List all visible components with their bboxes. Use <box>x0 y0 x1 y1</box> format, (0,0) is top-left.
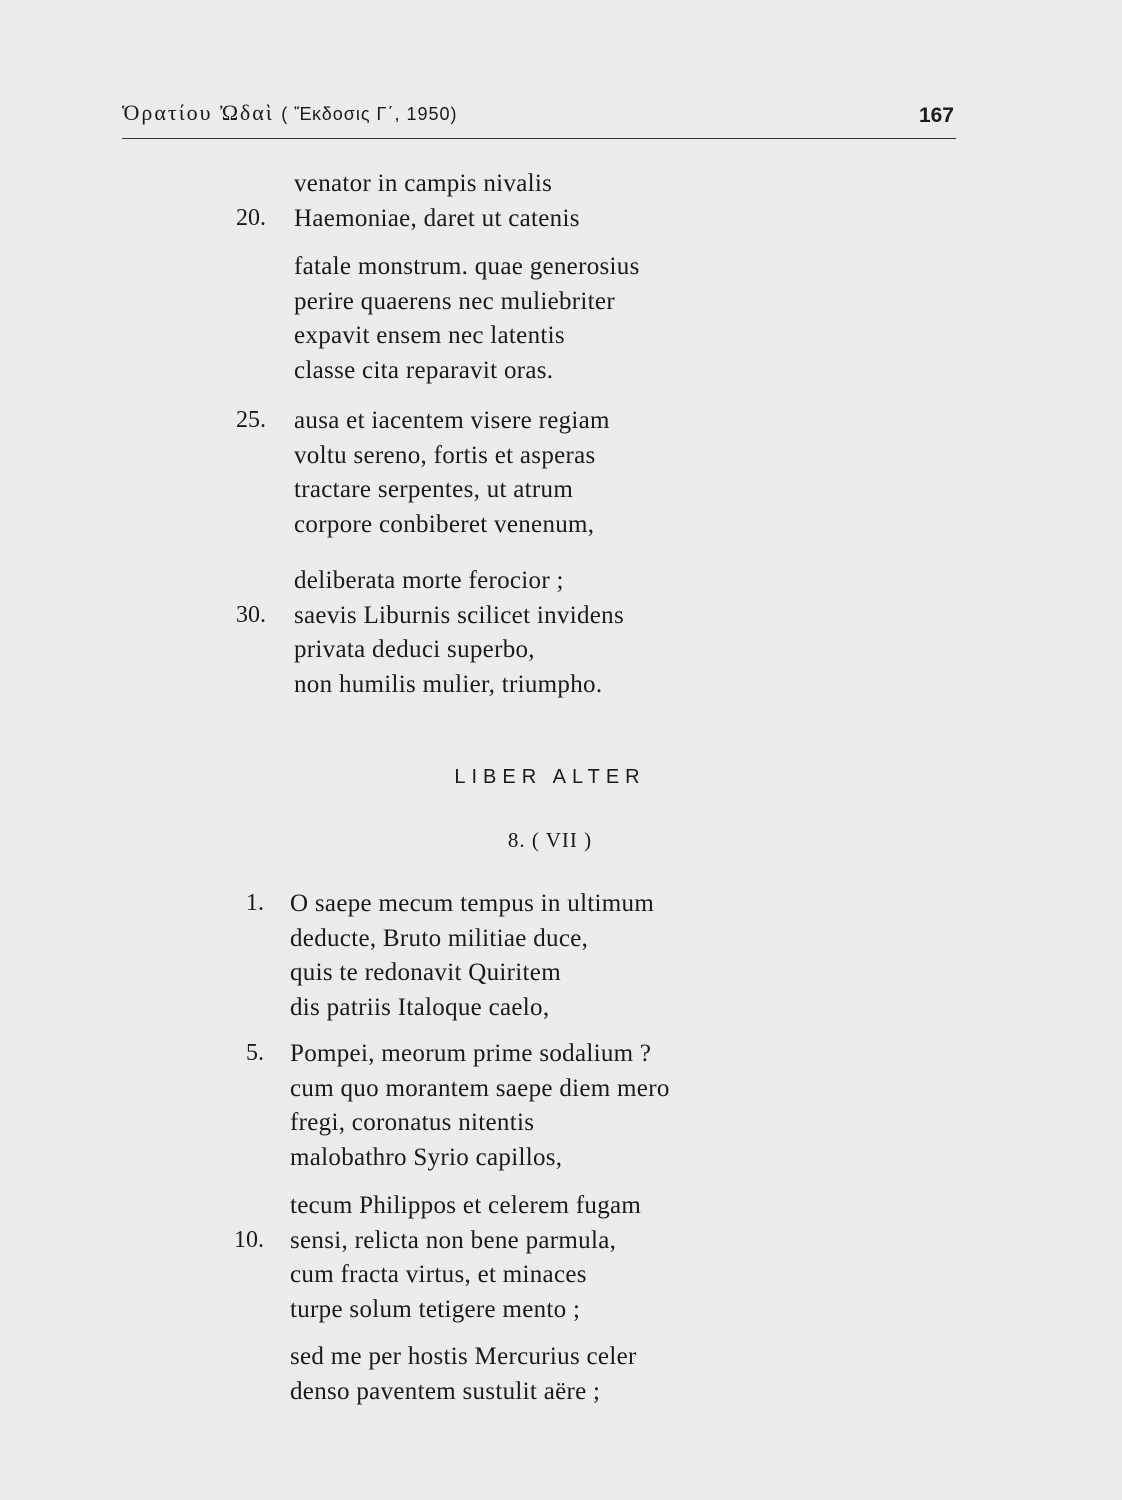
verse-line: Pompei, meorum prime sodalium ? <box>290 1040 652 1067</box>
verse-line: saevis Liburnis scilicet invidens <box>294 601 624 629</box>
verse-line: tractare serpentes, ut atrum <box>294 476 574 503</box>
verse-line: Haemoniae, daret ut catenis <box>294 204 580 232</box>
verse-line: malobathro Syrio capillos, <box>290 1143 563 1171</box>
verse-line: quis te redonavit Quiritem <box>290 959 561 986</box>
line-number: 25. <box>236 407 266 433</box>
verse-line: fatale monstrum. quae generosius <box>294 253 640 280</box>
verse-line: denso paventem sustulit aëre ; <box>290 1377 601 1405</box>
verse-line: sed me per hostis Mercurius celer <box>290 1343 637 1370</box>
line-number: 5. <box>246 1040 264 1066</box>
verse-line: cum fracta virtus, et minaces <box>290 1261 587 1288</box>
verse-line: ausa et iacentem visere regiam <box>294 407 610 434</box>
running-header <box>122 98 956 139</box>
line-number: 1. <box>246 890 264 916</box>
verse-line: sensi, relicta non bene parmula, <box>290 1226 617 1254</box>
verse-line: non humilis mulier, triumpho. <box>294 670 603 698</box>
verse-line: perire quaerens nec muliebriter <box>294 287 615 315</box>
edition-note: ( Ἔκδοσις Γ΄, 1950) <box>281 104 458 124</box>
verse-line: deliberata morte ferocior ; <box>294 567 564 594</box>
verse-line: tecum Philippos et celerem fugam <box>290 1192 642 1219</box>
verse-line: venator in campis nivalis <box>294 170 553 197</box>
page-number: 167 <box>918 104 954 127</box>
verse-line: dis patriis Italoque caelo, <box>290 993 550 1021</box>
line-number: 10. <box>234 1226 264 1253</box>
line-number: 20. <box>236 204 266 231</box>
ode-number: 8. ( VII ) <box>507 828 593 852</box>
verse-line: corpore conbiberet venenum, <box>294 510 595 538</box>
verse-line: turpe solum tetigere mento ; <box>290 1295 581 1323</box>
verse-line: deducte, Bruto militiae duce, <box>290 924 589 952</box>
line-number: 30. <box>236 601 266 628</box>
verse-line: privata deduci superbo, <box>294 636 535 663</box>
verse-line: expavit ensem nec latentis <box>294 322 565 349</box>
section-heading: LIBER ALTER <box>454 766 646 788</box>
verse-line: O saepe mecum tempus in ultimum <box>290 890 655 917</box>
verse-line: voltu sereno, fortis et asperas <box>294 441 596 469</box>
verse-line: fregi, coronatus nitentis <box>290 1109 535 1136</box>
book-title: Ὁρατίου Ὠδαὶ ( Ἔκδοσις Γ΄, 1950) <box>122 100 458 125</box>
verse-line: classe cita reparavit oras. <box>294 356 554 384</box>
verse-line: cum quo morantem saepe diem mero <box>290 1074 670 1102</box>
